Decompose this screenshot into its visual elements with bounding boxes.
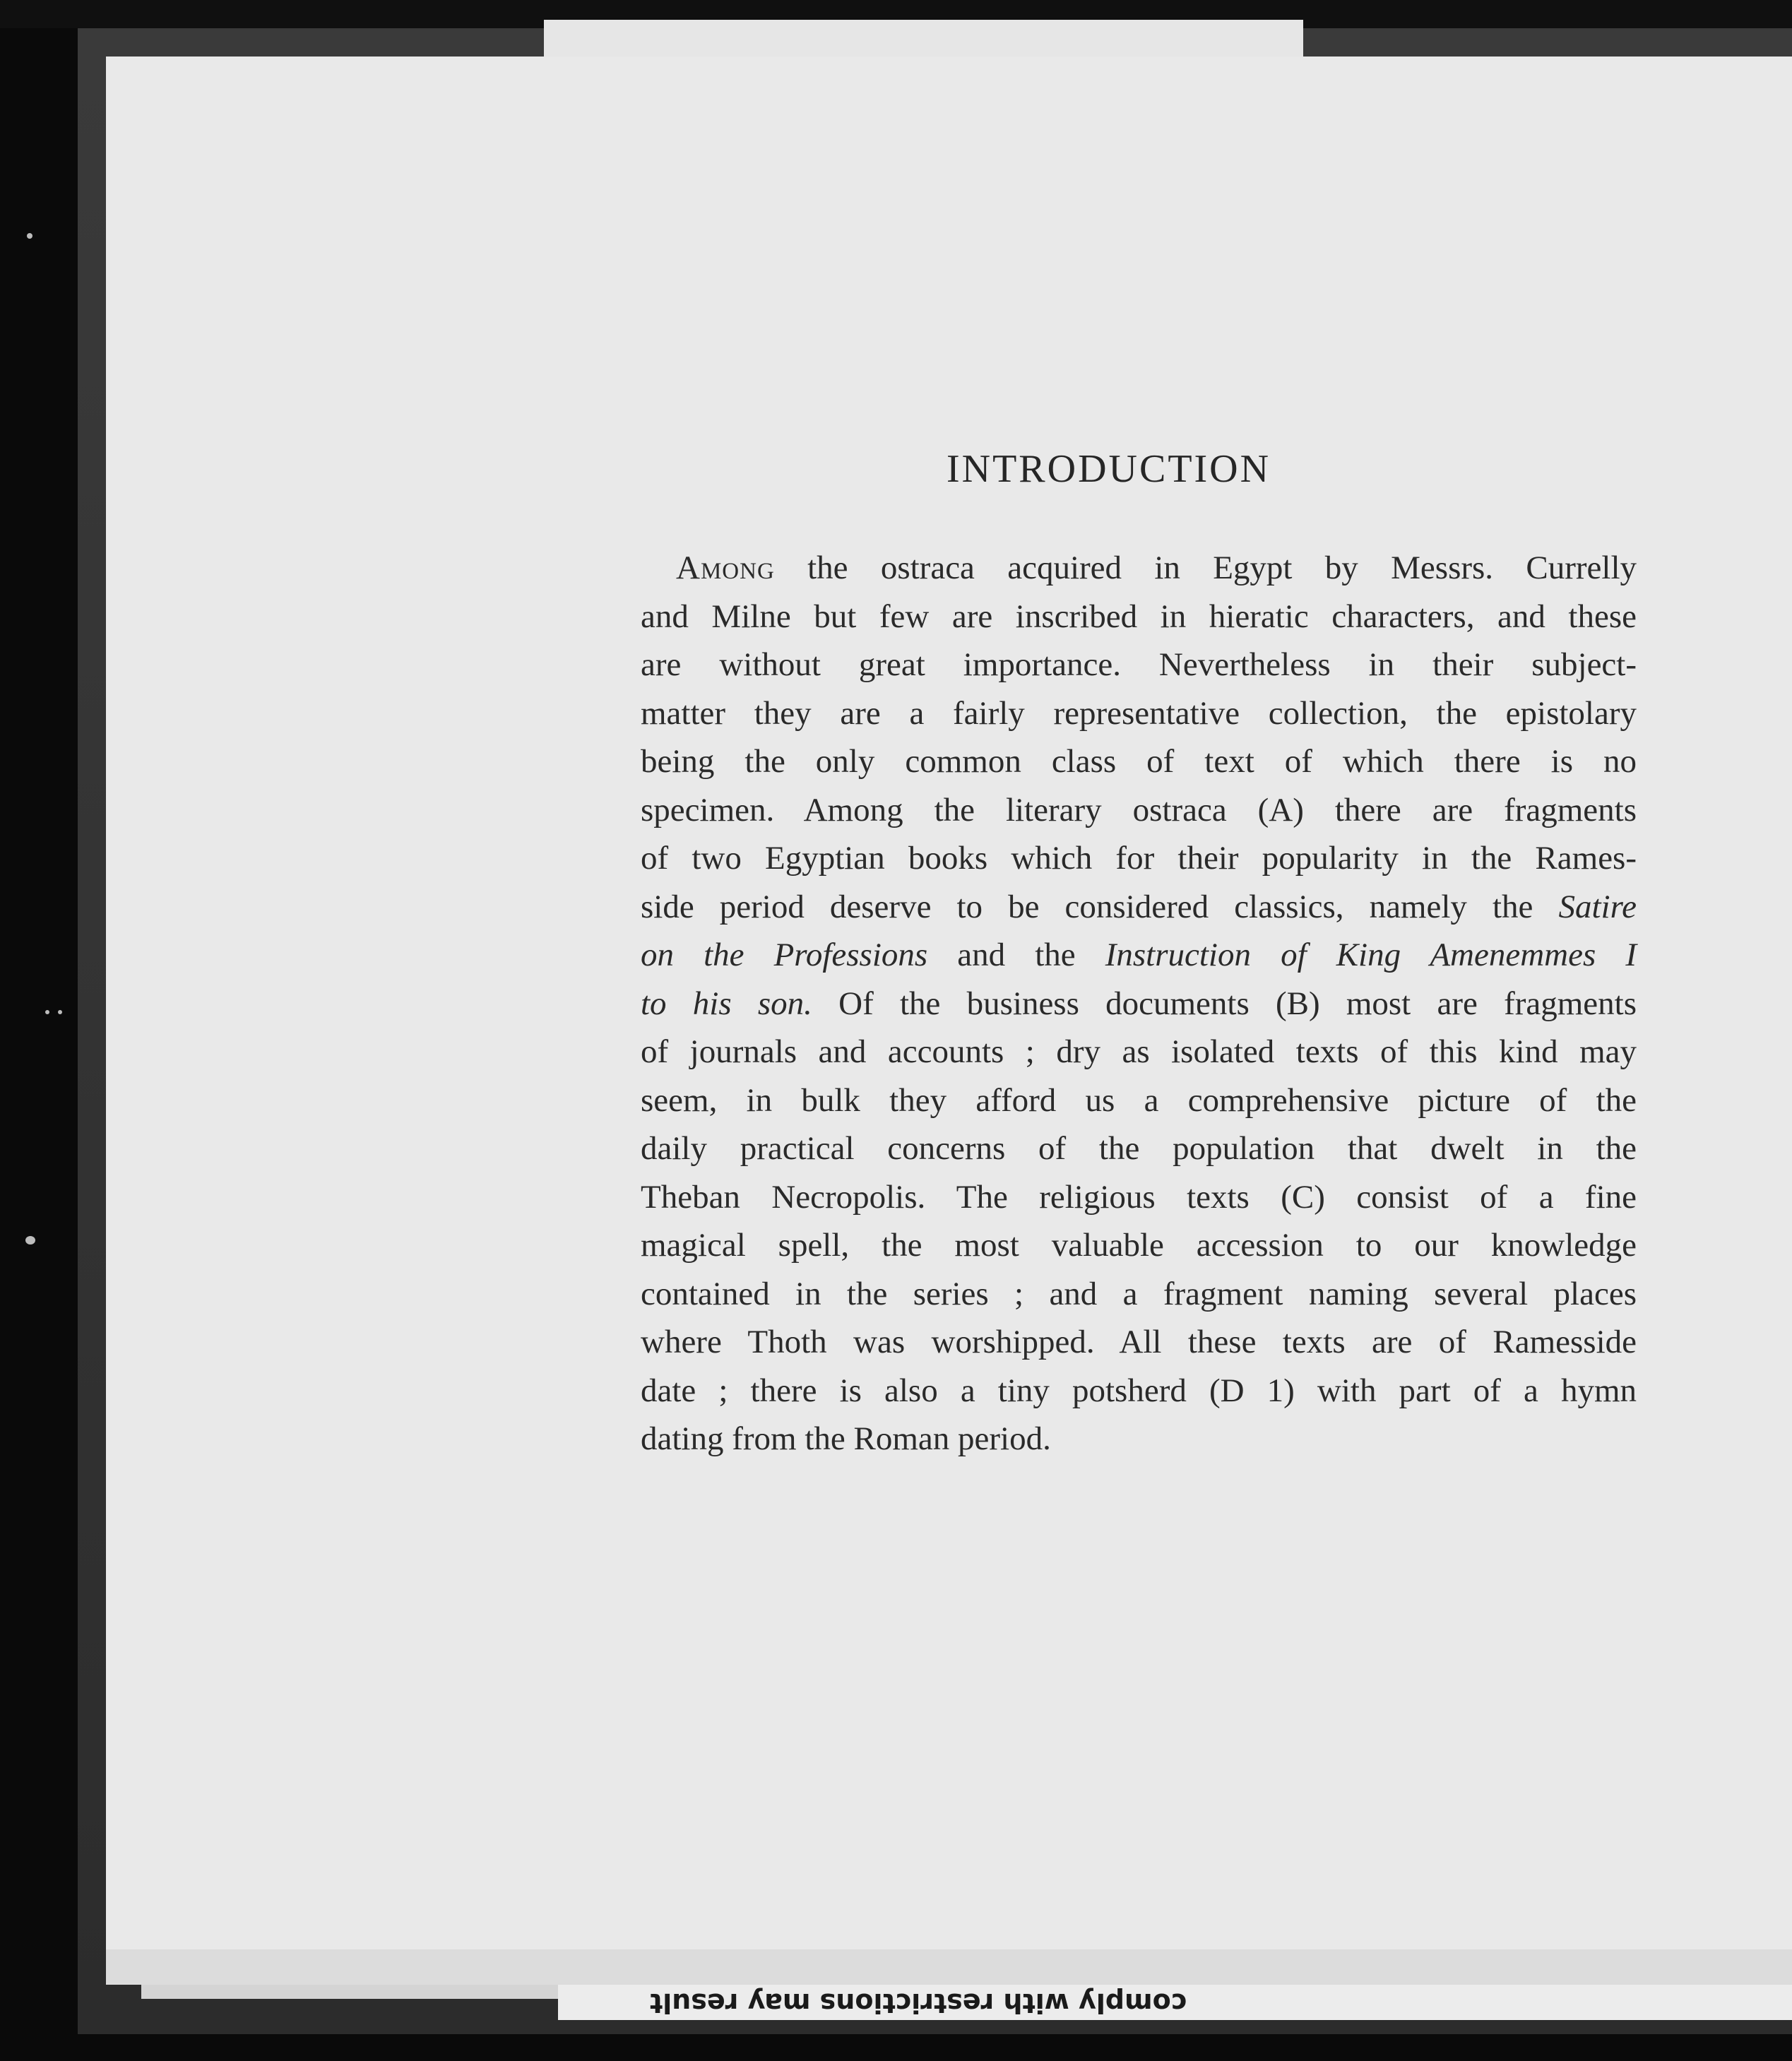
mirrored-notice: comply with restrictions may result (650, 1988, 1187, 2019)
text-line: magical spell, the most valuable accession to our knowledge (641, 1227, 1637, 1264)
text-line: dating from the Roman period. (641, 1420, 1051, 1457)
text-line: to his son. Of the business documents (B) most are fragments (641, 985, 1637, 1022)
bottom-strip (558, 1985, 1792, 2020)
scan-speck (58, 1010, 62, 1014)
italic-title: on the Professions (641, 937, 928, 973)
text-line: daily practical concerns of the population that dwelt in the (641, 1130, 1637, 1167)
text-line: date ; there is also a tiny potsherd (D 1) with part of a hymn (641, 1372, 1637, 1409)
text-line: where Thoth was worshipped. All these texts are of Ramesside (641, 1324, 1637, 1360)
text-line: matter they are a fairly representative collection, the epistolary (641, 694, 1637, 732)
scan-speck (45, 1010, 49, 1014)
text-line: Theban Necropolis. The religious texts (C) consist of a fine (641, 1178, 1637, 1216)
page-title: INTRODUCTION (947, 447, 1271, 491)
text-line: specimen. Among the literary ostraca (A) there are fragments (641, 791, 1637, 828)
text-line: of two Egyptian books which for their popularity in the Rames- (641, 840, 1637, 877)
text-line: seem, in bulk they afford us a comprehensive picture of the (641, 1081, 1637, 1119)
text-line: Among the ostraca acquired in Egypt by Messrs. Currelly (676, 550, 1637, 586)
italic-title: Satire (1558, 888, 1637, 925)
italic-title: Instruction of King Amenemmes I (1105, 937, 1637, 973)
text-line: contained in the series ; and a fragment naming several places (641, 1275, 1637, 1312)
text-line: on the Professions and the Instruction of King Amenemmes I (641, 937, 1637, 973)
text-line: and Milne but few are inscribed in hieratic characters, and these (641, 598, 1637, 635)
introduction-paragraph (641, 544, 1637, 1463)
text-line: of journals and accounts ; dry as isolated texts of this kind may (641, 1033, 1637, 1070)
paper-tab (544, 20, 1303, 62)
lead-word: Among (676, 550, 775, 586)
scan-speck (27, 233, 32, 239)
text-line: are without great importance. Nevertheless in their subject- (641, 646, 1637, 683)
text-line: side period deserve to be considered classics, namely the Satire (641, 888, 1637, 925)
text-line: being the only common class of text of which there is no (641, 743, 1637, 780)
scan-speck (25, 1236, 35, 1245)
italic-title: to his son. (641, 985, 812, 1022)
